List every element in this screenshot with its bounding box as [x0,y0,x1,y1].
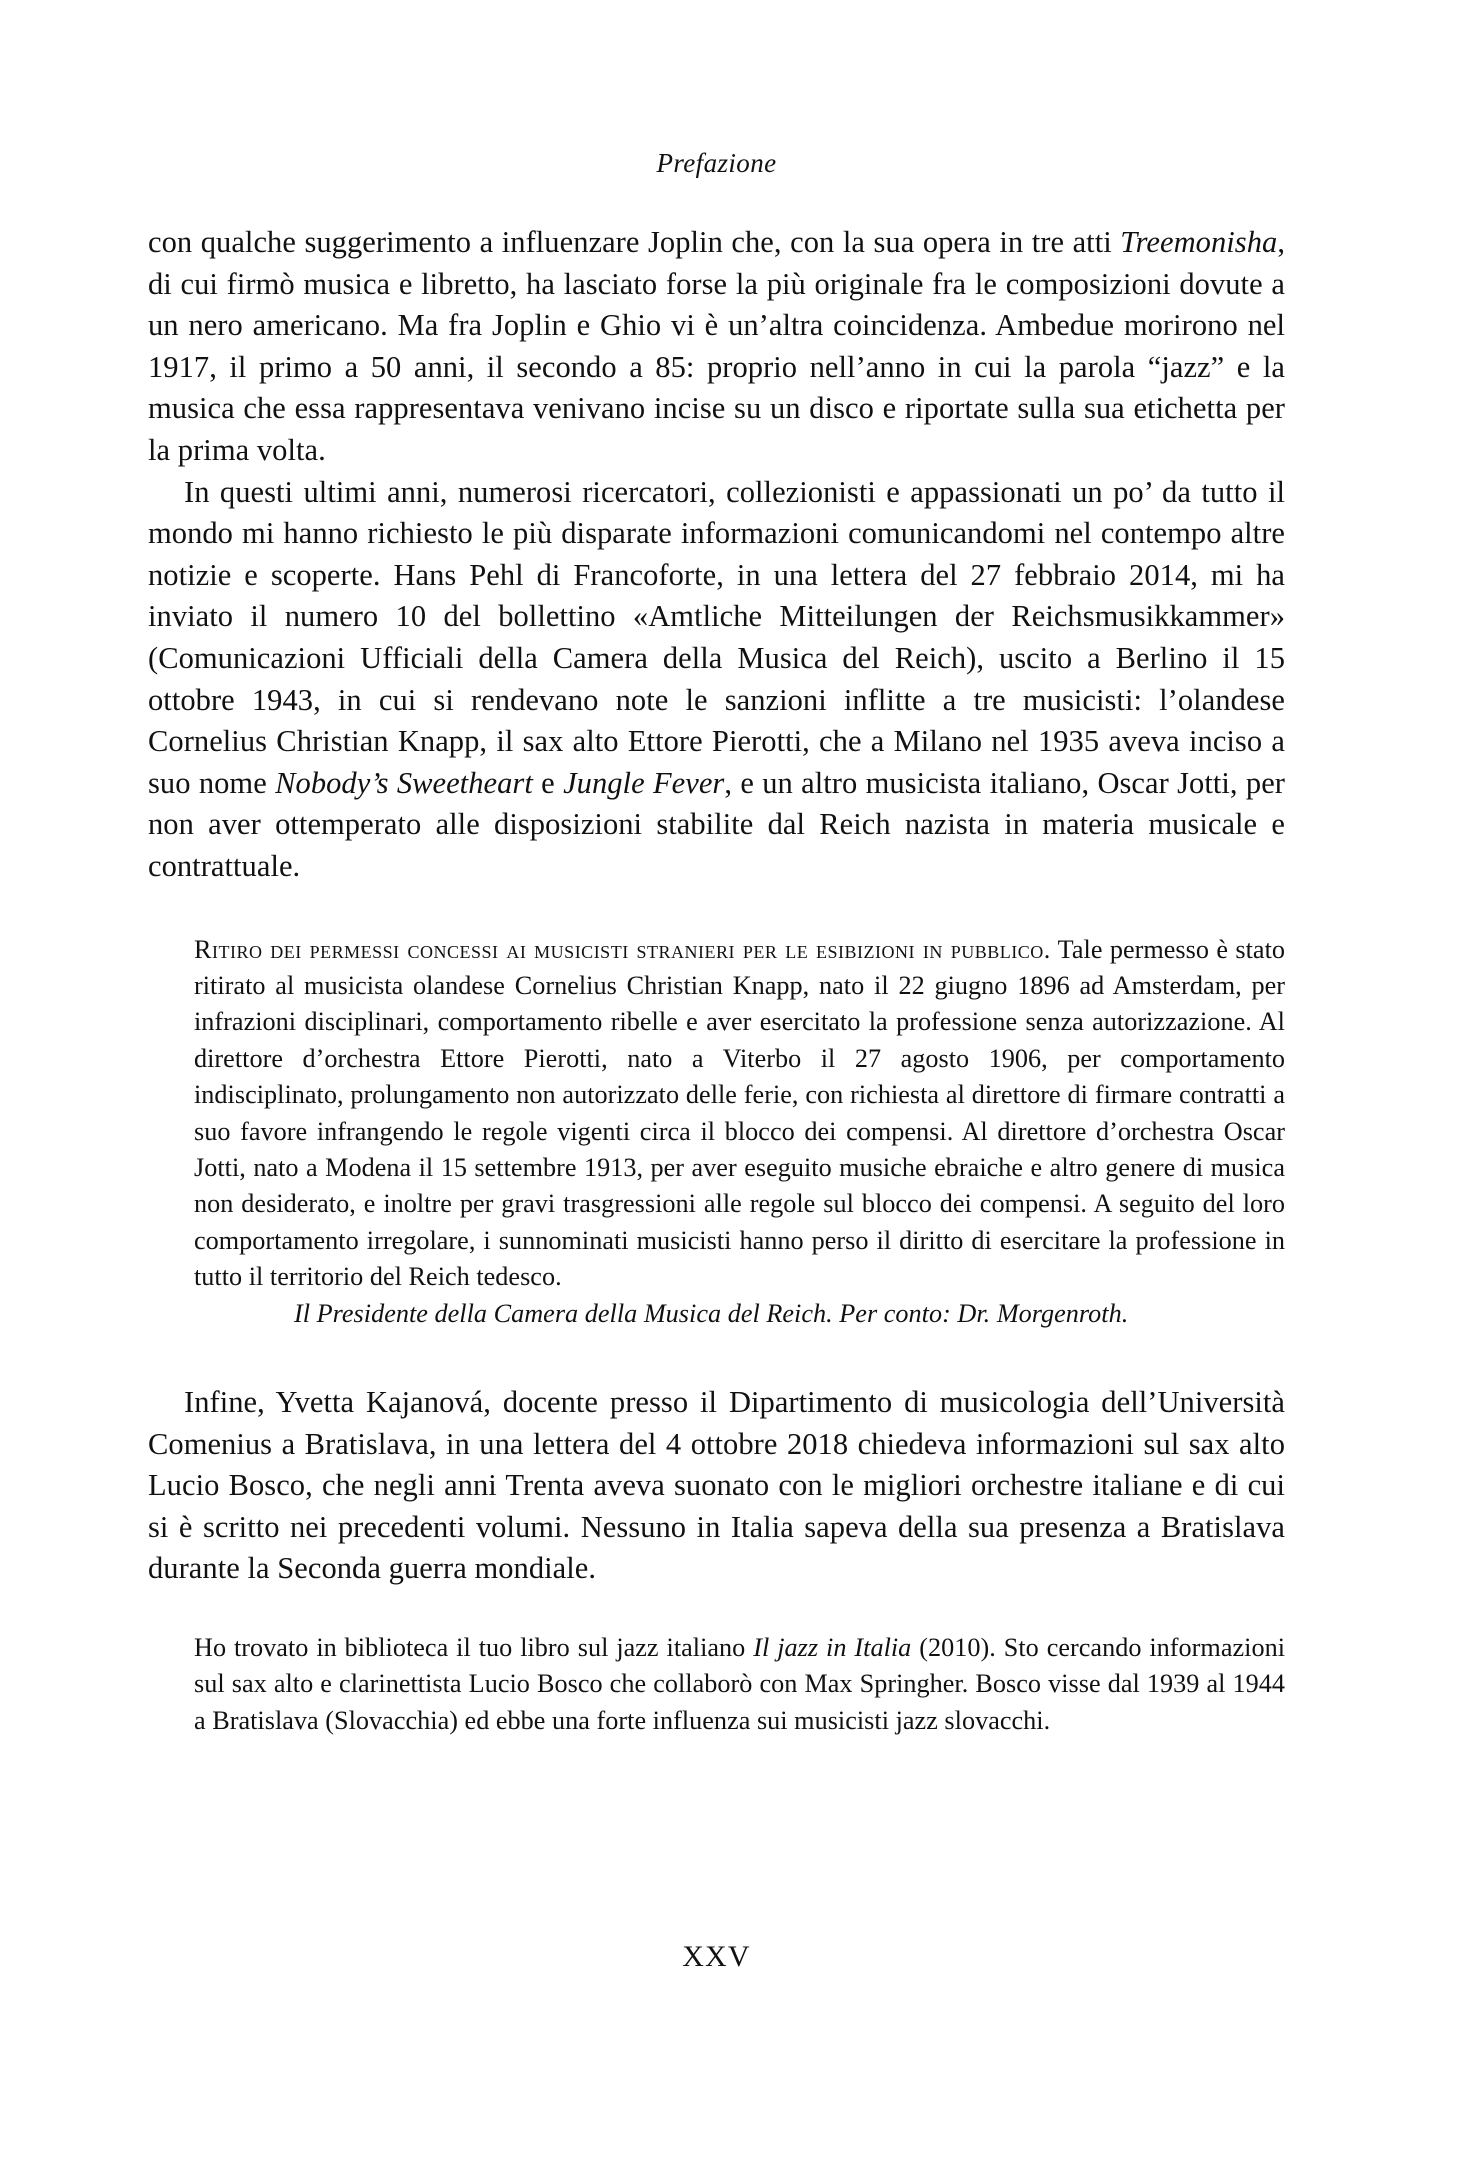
quote-2-text: Ho trovato in biblioteca il tuo libro sul jazz italiano Il jazz in Italia (2010). Sto cercando informazioni sul sax alto e clarinettista Lucio Bosco che collaborò con Max Springher. Bosco visse dal 1939 al 1944 a Bratislava (Slovacchia) ed ebbe una forte influenza sui musicisti jazz slovacchi. [194,1632,1285,1735]
quotation-block-1 [194,932,1285,1332]
body-paragraph-3: Infine, Yvetta Kajanová, docente presso il Dipartimento di musicologia dell’Università Comenius a Bratislava, in una lettera del 4 ottobre 2018 chiedeva informazioni sul sax alto Lucio Bosco, che negli anni Trenta aveva suonato con le migliori orchestre italiane e di cui si è scritto nei precedenti volumi. Nessuno in Italia sapeva della sua presenza a Bratislava durante la Seconda guerra mondiale. [148,1384,1285,1586]
quote-1-heading: Ritiro dei permessi concessi ai musicisti stranieri per le esibizioni in pubblico. [194,934,1051,964]
quote-1-top-spacer [148,888,1285,932]
running-head: Prefazione [656,148,777,178]
quote-2-top-spacer [148,1590,1285,1630]
main-text-column [148,222,1285,1739]
body-paragraph-1: con qualche suggerimento a influenzare Joplin che, con la sua opera in tre atti Treemonisha, di cui firmò musica e libretto, ha lasciato forse la più originale fra le composizioni dovute a un nero americano. Ma fra Joplin e Ghio vi è un’altra coincidenza. Ambedue morirono nel 1917, il primo a 50 anni, il secondo a 85: proprio nell’anno in cui la parola “jazz” e la musica che essa rappresentava venivano incise su un disco e riportate sulla sua etichetta per la prima volta. [148,225,1285,467]
body-paragraph-2: In questi ultimi anni, numerosi ricercatori, collezionisti e appassionati un po’ da tutto il mondo mi hanno richiesto le più disparate informazioni comunicandomi nel contempo altre notizie e scoperte. Hans Pehl di Francoforte, in una lettera del 27 febbraio 2014, mi ha inviato il numero 10 del bollettino «Amtliche Mitteilungen der Reichsmusikkammer» (Comunicazioni Ufficiali della Camera della Musica del Reich), uscito a Berlino il 15 ottobre 1943, in cui si rendevano note le sanzioni inflitte a tre musicisti: l’olandese Cornelius Christian Knapp, il sax alto Ettore Pierotti, che a Milano nel 1935 aveva inciso a suo nome Nobody’s Sweetheart e Jungle Fever, e un altro musicista italiano, Oscar Jotti, per non aver ottemperato alle disposizioni stabilite dal Reich nazista in materia musicale e contrattuale. [148,474,1286,883]
quote-1-bottom-spacer [148,1332,1285,1382]
quote-1-text: Tale permesso è stato ritirato al musicista olandese Cornelius Christian Knapp, nato il 22 giugno 1896 ad Amsterdam, per infrazioni disciplinari, comportamento ribelle e aver esercitato la professione senza autorizzazione. Al direttore d’orchestra Ettore Pierotti, nato a Viterbo il 27 agosto 1906, per comportamento indisciplinato, prolungamento non autorizzato delle ferie, con richiesta al direttore di firmare contratti a suo favore infrangendo le regole vigenti circa il blocco dei compensi. Al direttore d’orchestra Oscar Jotti, nato a Modena il 15 settembre 1913, per aver eseguito musiche ebraiche e altro genere di musica non desiderato, e inoltre per gravi trasgressioni alle regole sul blocco dei compensi. A seguito del loro comportamento irregolare, i sunnominati musicisti hanno perso il diritto di esercitare la professione in tutto il territorio del Reich tedesco. [194,934,1285,1292]
quote-1-signature: Il Presidente della Camera della Musica del Reich. Per conto: Dr. Morgenroth. [294,1298,1129,1328]
page-number: XXV [682,1940,751,1973]
quotation-block-2 [194,1630,1285,1739]
